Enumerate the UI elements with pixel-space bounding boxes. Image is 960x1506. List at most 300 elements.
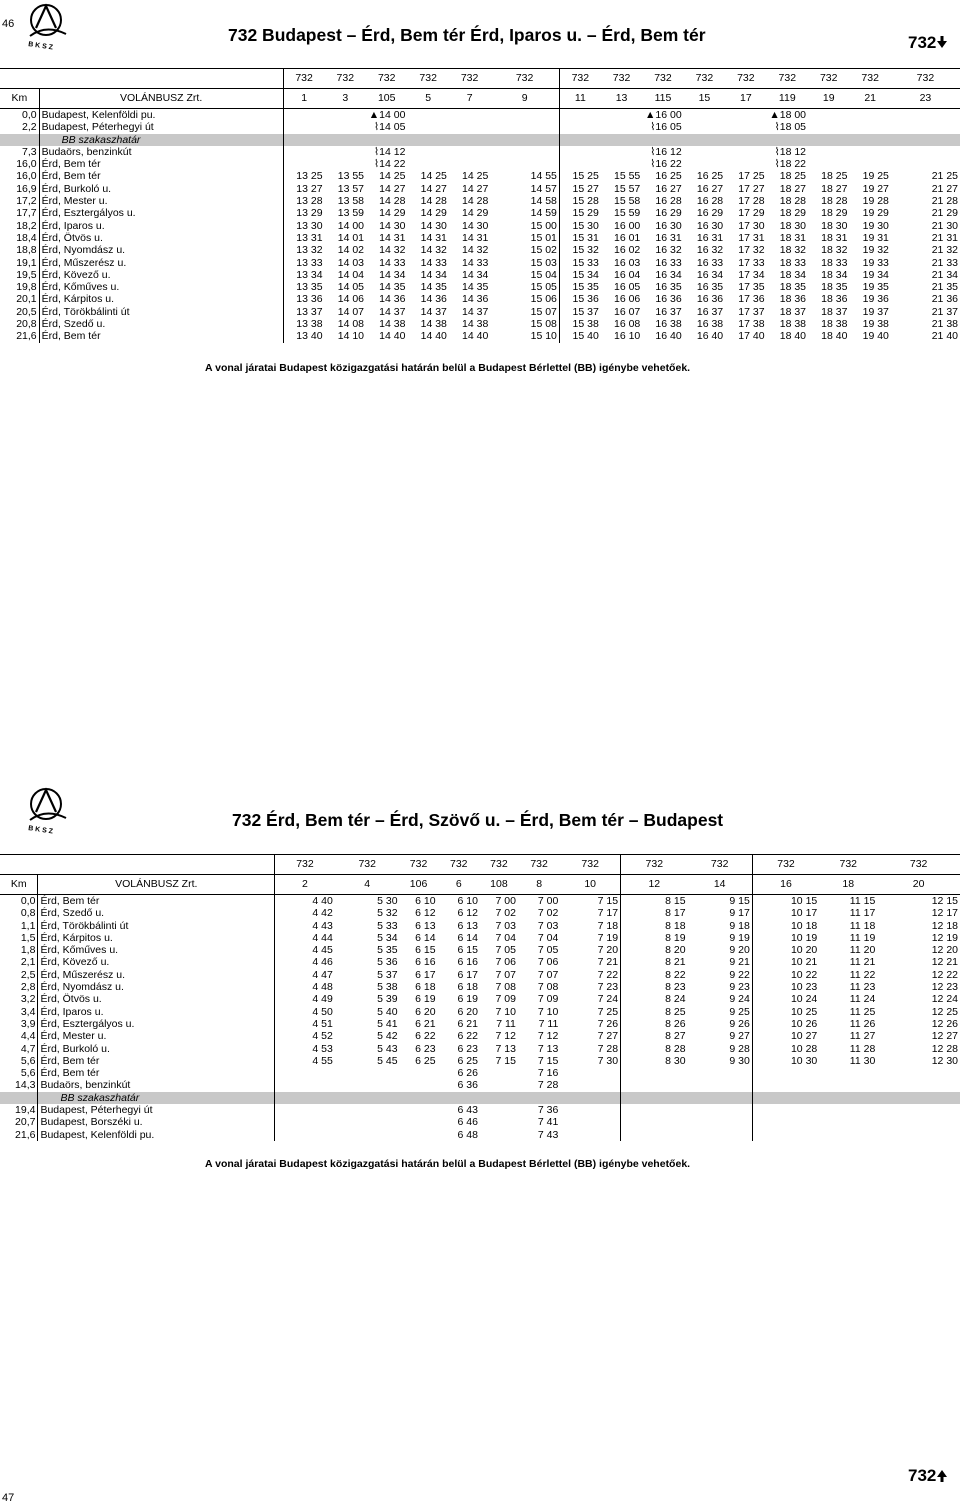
stop-km: 19,5 [0, 269, 39, 281]
stop-name: Érd, Szedő u. [38, 907, 275, 919]
stop-name: Érd, Iparos u. [38, 1006, 275, 1018]
departure-time: 7 03 [495, 919, 516, 932]
departure-time [400, 1129, 438, 1141]
departure-time: 13 32 [283, 244, 324, 256]
departure-time: 5 41 [377, 1017, 398, 1030]
departure-time: 16 27 [696, 182, 724, 195]
stop-name: Érd, Kövező u. [38, 956, 275, 968]
departure-time: 14 25 [379, 170, 406, 183]
departure-time: 16 25 [696, 170, 724, 183]
stop-row [0, 293, 960, 305]
departure-time: 18 34 [779, 268, 807, 281]
trip-number: 1 [283, 89, 324, 109]
departure-time: 7 06 [537, 956, 559, 969]
stop-row [0, 944, 960, 956]
departure-time: 12 28 [931, 1042, 958, 1055]
stop-row [0, 956, 960, 968]
stop-name: BB szakaszhatár [38, 1092, 275, 1104]
departure-time: 14 36 [462, 293, 489, 306]
departure-time: ⌇18 05 [774, 121, 807, 134]
departure-time [325, 121, 366, 133]
departure-time: 6 15 [415, 944, 436, 957]
departure-time: 19 28 [862, 195, 889, 208]
departure-time: 6 13 [457, 919, 478, 932]
route-number: 732 [621, 855, 688, 875]
bb-zone-row [0, 134, 960, 146]
stop-km: 20,1 [0, 293, 39, 305]
departure-time: 5 42 [377, 1030, 398, 1043]
departure-time [275, 1116, 335, 1128]
departure-time: 15 32 [559, 244, 600, 256]
departure-time [325, 109, 366, 122]
departure-time: ⌇18 12 [774, 145, 807, 158]
departure-time: 16 25 [655, 170, 682, 183]
departure-time [449, 158, 490, 170]
stop-name: Budapest, Kelenföldi pu. [39, 109, 283, 122]
departure-time: 19 29 [862, 207, 889, 220]
departure-time: 14 35 [379, 281, 406, 294]
departure-time: 6 43 [457, 1104, 478, 1117]
departure-time: 7 00 [537, 895, 559, 907]
departure-time [283, 158, 324, 170]
departure-time [621, 1067, 688, 1079]
departure-time: 9 27 [729, 1030, 750, 1043]
departure-time: 7 22 [597, 968, 619, 981]
departure-time: 16 30 [655, 219, 682, 232]
departure-time: ⌇16 12 [650, 145, 682, 158]
departure-time [849, 158, 890, 170]
departure-time: 4 45 [275, 944, 335, 956]
departure-time: 11 18 [849, 919, 876, 932]
departure-time: 12 24 [931, 993, 958, 1006]
stop-name: Érd, Műszerész u. [38, 969, 275, 981]
departure-time: 7 41 [537, 1116, 559, 1129]
stop-km: 16,0 [0, 158, 39, 170]
departure-time [808, 121, 849, 133]
departure-time: 16 27 [655, 182, 682, 195]
stop-km: 0,0 [0, 109, 39, 122]
departure-time: 4 44 [275, 932, 335, 944]
departure-time: 14 31 [462, 231, 489, 244]
departure-time: 18 34 [821, 268, 848, 281]
departure-time: 10 19 [752, 932, 819, 944]
departure-time [725, 158, 766, 170]
departure-time: 18 40 [779, 330, 807, 343]
bksz-logo [22, 0, 74, 54]
departure-time: 9 24 [729, 993, 750, 1006]
trip-number: 18 [819, 875, 877, 895]
departure-time: 14 37 [379, 305, 406, 318]
departure-time [518, 1092, 560, 1104]
departure-time: ⌇14 12 [374, 145, 406, 158]
departure-time: 6 19 [415, 993, 436, 1006]
departure-time: 15 10 [530, 330, 557, 343]
stop-km: 20,7 [0, 1116, 38, 1128]
stop-km: 3,9 [0, 1018, 38, 1030]
departure-time [767, 134, 808, 146]
departure-time [725, 134, 766, 146]
departure-time: 7 04 [495, 931, 516, 944]
departure-time: 12 23 [931, 981, 958, 994]
stop-km: 2,2 [0, 121, 39, 133]
departure-time: 16 28 [655, 195, 682, 208]
stop-km: 2,8 [0, 981, 38, 993]
departure-time: 6 16 [457, 956, 478, 969]
stop-row [0, 146, 960, 158]
trip-number: 2 [275, 875, 335, 895]
departure-time: 6 10 [457, 895, 478, 907]
departure-time: 11 21 [849, 956, 876, 969]
departure-time: 6 20 [457, 1005, 478, 1018]
departure-time: 7 30 [597, 1054, 619, 1067]
departure-time: 17 38 [738, 318, 765, 331]
departure-time: 18 36 [821, 293, 848, 306]
timetable-2 [0, 854, 960, 1141]
departure-time [449, 109, 490, 122]
departure-time: 17 29 [738, 207, 765, 220]
departure-time: 12 30 [931, 1054, 958, 1067]
stop-row [0, 257, 960, 269]
route-number: 732 [480, 855, 518, 875]
departure-time [407, 146, 448, 158]
departure-time [275, 1092, 335, 1104]
departure-time [849, 109, 890, 122]
departure-time: 6 20 [415, 1005, 436, 1018]
departure-time: 9 19 [729, 931, 750, 944]
departure-time: 5 33 [377, 919, 398, 932]
stop-row [0, 232, 960, 244]
departure-time: 9 26 [729, 1017, 750, 1030]
departure-time: 17 27 [738, 182, 765, 195]
departure-time: 14 40 [420, 330, 447, 343]
departure-time [438, 1092, 480, 1104]
stop-km: 21,6 [0, 1129, 38, 1141]
departure-time [808, 134, 849, 146]
departure-time: 14 29 [462, 207, 489, 220]
departure-time: ⌇16 22 [650, 158, 682, 171]
departure-time: 9 21 [729, 956, 750, 969]
departure-time [891, 134, 960, 146]
departure-time: 14 30 [379, 219, 406, 232]
departure-time: 7 10 [537, 1005, 559, 1018]
departure-time: 17 34 [738, 268, 765, 281]
departure-time: 10 23 [752, 981, 819, 993]
departure-time [283, 146, 324, 158]
departure-time [275, 1104, 335, 1116]
stop-km: 19,8 [0, 281, 39, 293]
departure-time: 6 16 [415, 956, 436, 969]
departure-time: 15 00 [530, 219, 557, 232]
stop-km: 0,0 [0, 895, 38, 908]
stop-name: Érd, Bem tér [39, 330, 283, 342]
stop-row [0, 1104, 960, 1116]
km-header: Km [0, 875, 38, 895]
departure-time: 11 15 [849, 895, 876, 907]
departure-time [752, 1067, 819, 1079]
stop-name: Érd, Kárpitos u. [38, 932, 275, 944]
trip-number: 105 [366, 89, 407, 109]
departure-time [560, 1079, 620, 1091]
departure-time [752, 1116, 819, 1128]
departure-time: 8 23 [621, 981, 688, 993]
stop-row [0, 920, 960, 932]
departure-time: 21 38 [931, 318, 958, 331]
departure-time: 16 34 [655, 268, 682, 281]
departure-time: 7 24 [597, 993, 619, 1006]
departure-time: 16 29 [696, 207, 724, 220]
stop-name: Budapest, Kelenföldi pu. [38, 1129, 275, 1141]
stop-name: Érd, Bem tér [39, 158, 283, 170]
departure-time [335, 1079, 400, 1091]
departure-time: 11 22 [849, 968, 876, 981]
departure-time: 7 10 [495, 1005, 516, 1018]
departure-time: 5 45 [377, 1054, 398, 1067]
stop-name: Érd, Bem tér [38, 1055, 275, 1067]
stop-km: 20,5 [0, 306, 39, 318]
departure-time: 21 33 [931, 256, 958, 269]
departure-time [559, 134, 600, 146]
trip-number: 19 [808, 89, 849, 109]
departure-time: ▲16 00 [645, 109, 682, 121]
stop-name: Budapest, Borszéki u. [38, 1116, 275, 1128]
trip-number: 5 [407, 89, 448, 109]
departure-time: 14 55 [530, 170, 557, 183]
departure-time [283, 134, 324, 146]
departure-time: 14 08 [337, 318, 365, 331]
departure-time: 16 32 [655, 244, 682, 257]
departure-time: 16 33 [696, 256, 724, 269]
departure-time: 13 33 [283, 257, 324, 269]
departure-time: 15 40 [559, 330, 600, 342]
departure-time: 19 30 [862, 219, 889, 232]
departure-time: 10 20 [752, 944, 819, 956]
departure-time: 9 28 [729, 1042, 750, 1055]
departure-time [877, 1067, 960, 1079]
stop-name: Érd, Esztergályos u. [39, 207, 283, 219]
departure-time: 7 20 [597, 944, 619, 957]
departure-time [559, 158, 600, 170]
departure-time: ⌇14 05 [374, 121, 406, 134]
departure-time [560, 1067, 620, 1079]
departure-time: 16 28 [696, 195, 724, 208]
departure-time: 19 37 [862, 305, 889, 318]
stop-row [0, 207, 960, 219]
trip-number: 14 [688, 875, 753, 895]
stop-km: 2,1 [0, 956, 38, 968]
departure-time: 16 37 [655, 305, 682, 318]
departure-time: 6 23 [415, 1042, 436, 1055]
route-number: 732 [518, 855, 560, 875]
departure-time: 17 40 [738, 330, 765, 343]
departure-time [275, 1067, 335, 1079]
departure-time: 18 33 [821, 256, 848, 269]
departure-time: 13 34 [283, 269, 324, 281]
departure-time: 4 47 [275, 969, 335, 981]
departure-time [877, 1079, 960, 1091]
departure-time: 7 15 [495, 1054, 516, 1067]
departure-time: 21 37 [931, 305, 958, 318]
departure-time [808, 109, 849, 122]
departure-time: 13 28 [283, 195, 324, 207]
departure-time: 15 35 [559, 281, 600, 293]
stop-row [0, 330, 960, 342]
arrow-down-icon [936, 36, 948, 49]
departure-time [325, 146, 366, 158]
departure-time [490, 109, 559, 122]
stop-name: Érd, Nyomdász u. [39, 244, 283, 256]
departure-time: 13 36 [283, 293, 324, 305]
departure-time: 12 15 [931, 895, 958, 907]
departure-time [684, 121, 725, 133]
departure-time [752, 1079, 819, 1091]
departure-time [621, 1092, 688, 1104]
departure-time: 16 08 [613, 318, 641, 331]
departure-time: 7 04 [537, 931, 559, 944]
departure-time: 19 32 [862, 244, 889, 257]
departure-time: 15 05 [530, 281, 557, 294]
departure-time: 11 26 [849, 1017, 876, 1030]
departure-time: 18 28 [779, 195, 807, 208]
stop-name: Érd, Műszerész u. [39, 257, 283, 269]
stop-km: 21,6 [0, 330, 39, 342]
departure-time: 8 19 [621, 932, 688, 944]
departure-time: 10 17 [752, 907, 819, 919]
departure-time: 7 28 [537, 1079, 559, 1092]
departure-time: 6 22 [415, 1030, 436, 1043]
departure-time: 14 28 [462, 195, 489, 208]
departure-time [819, 1079, 877, 1091]
departure-time: 18 27 [779, 182, 807, 195]
route-number: 732 [767, 69, 808, 89]
departure-time: 17 32 [738, 244, 765, 257]
stop-name: Érd, Nyomdász u. [38, 981, 275, 993]
departure-time: 14 27 [420, 182, 447, 195]
departure-time: 14 01 [337, 231, 365, 244]
departure-time: 15 01 [530, 231, 557, 244]
departure-time: 14 33 [379, 256, 406, 269]
departure-time [325, 158, 366, 170]
stop-km: 19,4 [0, 1104, 38, 1116]
departure-time [877, 1116, 960, 1128]
departure-time: 15 04 [530, 268, 557, 281]
route-number: 732 [490, 69, 559, 89]
departure-time: 11 30 [849, 1054, 876, 1067]
route-number: 732 [808, 69, 849, 89]
stop-km: 17,7 [0, 207, 39, 219]
departure-time: 14 06 [337, 293, 365, 306]
timetable-1 [0, 68, 960, 343]
departure-time: 11 24 [849, 993, 876, 1006]
departure-time: 16 33 [655, 256, 682, 269]
route-number: 732 [325, 69, 366, 89]
departure-time: 14 27 [379, 182, 406, 195]
stop-row [0, 281, 960, 293]
departure-time: 5 40 [377, 1005, 398, 1018]
departure-time [684, 158, 725, 170]
departure-time: 16 02 [613, 244, 641, 257]
departure-time: 6 26 [457, 1067, 478, 1080]
km-header: Km [0, 89, 39, 109]
departure-time: 14 34 [462, 268, 489, 281]
departure-time: 16 04 [613, 268, 641, 281]
departure-time: 12 18 [931, 919, 958, 932]
stop-row [0, 1055, 960, 1067]
departure-time [891, 109, 960, 122]
stop-row [0, 1079, 960, 1091]
trip-number: 11 [559, 89, 600, 109]
header-spacer [39, 69, 283, 89]
departure-time [621, 1129, 688, 1141]
departure-time: 8 30 [621, 1055, 688, 1067]
departure-time [891, 146, 960, 158]
departure-time: 7 03 [537, 919, 559, 932]
stop-name: Budaörs, benzinkút [38, 1079, 275, 1091]
trip-number-row [0, 89, 960, 109]
departure-time: 8 18 [621, 920, 688, 932]
departure-time: 6 46 [457, 1116, 478, 1129]
departure-time: 11 27 [849, 1030, 876, 1043]
departure-time [601, 121, 642, 133]
departure-time: 18 38 [821, 318, 848, 331]
departure-time: 4 55 [275, 1055, 335, 1067]
departure-time: 21 40 [931, 330, 958, 343]
departure-time: 13 55 [337, 170, 365, 183]
departure-time: 15 34 [559, 269, 600, 281]
departure-time [490, 121, 559, 133]
stop-name: Érd, Kőműves u. [38, 944, 275, 956]
departure-time: 5 39 [377, 993, 398, 1006]
route-code-badge [908, 33, 948, 53]
departure-time [275, 1129, 335, 1141]
departure-time [560, 1116, 620, 1128]
departure-time: ⌇16 05 [650, 121, 682, 134]
departure-time: 15 29 [559, 207, 600, 219]
departure-time [849, 134, 890, 146]
departure-time: 5 32 [377, 907, 398, 920]
departure-time: 14 32 [379, 244, 406, 257]
departure-time: 12 19 [931, 931, 958, 944]
departure-time: 16 01 [613, 231, 641, 244]
stop-name: Érd, Burkoló u. [39, 183, 283, 195]
stop-row [0, 158, 960, 170]
departure-time: 21 27 [931, 182, 958, 195]
departure-time: 17 30 [738, 219, 765, 232]
departure-time: ⌇18 22 [774, 158, 807, 171]
departure-time: 14 37 [462, 305, 489, 318]
departure-time: 14 29 [379, 207, 406, 220]
route-number: 732 [449, 69, 490, 89]
stop-name: Érd, Törökbálinti út [39, 306, 283, 318]
departure-time: 10 21 [752, 956, 819, 968]
departure-time [819, 1067, 877, 1079]
departure-time: 4 40 [275, 895, 335, 908]
trip-number-row [0, 875, 960, 895]
departure-time: 18 35 [779, 281, 807, 294]
header-spacer [38, 855, 275, 875]
departure-time: 16 37 [696, 305, 724, 318]
stop-row [0, 195, 960, 207]
departure-time: 13 35 [283, 281, 324, 293]
departure-time [480, 1104, 518, 1116]
trip-number: 16 [752, 875, 819, 895]
departure-time: 18 25 [779, 170, 807, 183]
departure-time: 6 14 [457, 931, 478, 944]
departure-time: 16 35 [696, 281, 724, 294]
departure-time [891, 158, 960, 170]
trip-number: 10 [560, 875, 620, 895]
trip-number: 15 [684, 89, 725, 109]
departure-time: 6 21 [415, 1017, 436, 1030]
